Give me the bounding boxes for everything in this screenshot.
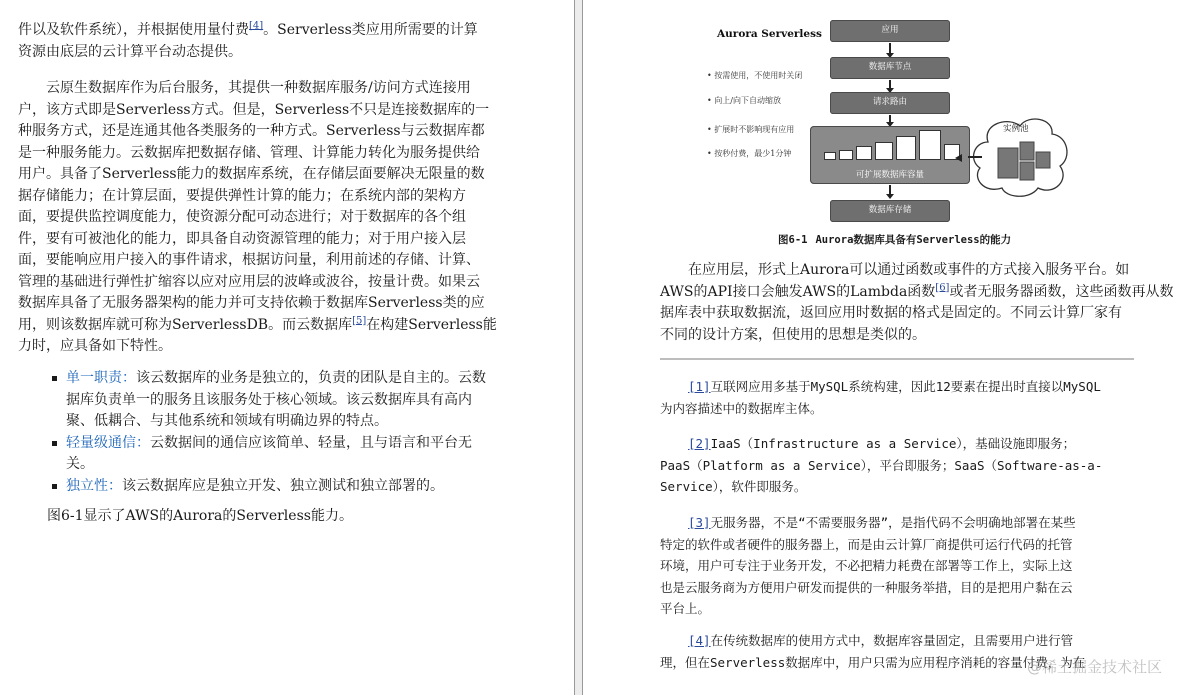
text-line: 也是云服务商为方便用户研发而提供的一种服务举措，目的是把用户黏在云 — [660, 579, 1073, 595]
text-line: PaaS（Platform as a Service），平台即服务；SaaS（Software-as-a- — [660, 457, 1103, 473]
footnote — [660, 376, 1140, 419]
text-line: 云原生数据库作为后台服务，其提供一种数据库服务/访问方式连接用 — [46, 80, 471, 96]
text-span: 件以及软件系统），并根据使用量付费 — [18, 22, 249, 38]
page-gutter — [574, 0, 583, 695]
footnote — [660, 512, 1140, 620]
arrow-left — [955, 154, 962, 162]
paragraph-application-layer — [660, 260, 1174, 346]
bullet-line — [66, 476, 490, 498]
bullet-line — [66, 411, 490, 433]
figure-bullet: • 向上/向下自动缩放 — [707, 95, 781, 106]
instance-pool-label: 实例池 — [1003, 124, 1029, 134]
text-line: 种服务方式，还是连通其他各类服务的一种方式。Serverless与云数据库都 — [18, 123, 485, 139]
text-line — [660, 630, 1140, 652]
app-box: 应用 — [830, 20, 950, 42]
capacity-box — [810, 126, 970, 184]
footnote — [660, 433, 1140, 498]
arrow-down — [889, 43, 891, 56]
capacity-bar — [824, 152, 836, 160]
footnote-ref-5[interactable]: [5] — [352, 314, 367, 326]
text-line: 管理的基础进行弹性扩缩容以应对应用层的波峰或波谷，按量计费。如果云 — [18, 273, 480, 290]
text-span: IaaS（Infrastructure as a Service），基础设施即服务； — [710, 436, 1076, 451]
text-span: 或者无服务器函数，这些函数再从数 — [949, 283, 1174, 300]
text-span: 该云数据库应是独立开发、独立测试和独立部署的。 — [122, 477, 444, 494]
text-line: 面，要能响应用户接入的事件请求，根据访问量，利用前述的存储、计算、 — [18, 252, 480, 268]
capacity-bar — [839, 150, 853, 160]
capacity-bar — [875, 142, 893, 160]
db-node-box: 数据库节点 — [830, 57, 950, 79]
text-span: 关。 — [66, 456, 94, 472]
text-span: 聚、低耦合、与其他系统和领域有明确边界的特点。 — [66, 413, 388, 429]
text-span: 该云数据库的业务是独立的，负责的团队是自主的。云数 — [136, 370, 486, 386]
footnote-separator — [660, 358, 1134, 360]
router-box: 请求路由 — [830, 92, 950, 114]
caption-text: Aurora数据库具备有Serverless的能力 — [815, 234, 1012, 246]
text-span: 在传统数据库的使用方式中，数据库容量固定，且需要用户进行管 — [710, 633, 1074, 648]
text-line: 图6-1显示了AWS的Aurora的Serverless能力。 — [47, 508, 353, 524]
left-page — [0, 0, 574, 695]
text-span: 据库负责单一的服务且该服务处于核心领域。该云数据库具有高内 — [66, 391, 472, 408]
text-line: 力时，应具备如下特性。 — [18, 338, 172, 354]
text-line — [660, 512, 1140, 534]
text-line: 为内容描述中的数据库主体。 — [660, 400, 823, 416]
text-line — [18, 315, 497, 337]
figure-title: Aurora Serverless — [717, 28, 822, 40]
bullet-icon — [52, 376, 57, 381]
paragraph-figure-ref — [47, 506, 353, 528]
text-span: 云数据间的通信应该简单、轻量，且与语言和平台无 — [150, 434, 472, 451]
watermark: @稀土掘金技术社区 — [1026, 658, 1162, 676]
figure-bullet: • 按需使用，不使用时关闭 — [707, 70, 802, 81]
footnote-number-link[interactable]: [2] — [688, 436, 711, 451]
storage-box: 数据库存储 — [830, 200, 950, 222]
text-line: 是一种服务能力。云数据库把数据存储、管理、计算能力转化为服务提供给 — [18, 144, 480, 161]
text-line: 环境，用户可专注于业务开发，不必把精力耗费在部署等工作上，实际上这 — [660, 558, 1073, 573]
text-span: 无服务器，不是“不需要服务器”，是指代码不会明确地部署在某些 — [710, 515, 1076, 530]
arrow-down — [889, 115, 891, 125]
figure-bullet: • 按秒付费，最少1分钟 — [707, 148, 791, 159]
bullet-line — [66, 454, 490, 476]
text-line: 理，但在Serverless数据库中，用户只需为应用程序消耗的容量付费，为在 — [660, 654, 1086, 670]
right-page — [583, 0, 1182, 695]
bullet-line — [66, 368, 490, 390]
figure-aurora-serverless — [703, 14, 1182, 246]
capacity-bar — [856, 146, 872, 160]
text-span: 在构建Serverless能 — [366, 316, 497, 333]
footnote-number-link[interactable]: [3] — [688, 515, 711, 530]
text-span: 互联网应用多基于MySQL系统构建，因此12要素在提出时直接以MySQL — [710, 379, 1101, 394]
arrow-down — [889, 185, 891, 197]
text-line: 用户。具备了Serverless能力的数据库系统，在存储层面要解决无限量的数 — [18, 166, 485, 182]
bullet-icon — [52, 484, 57, 489]
text-line: 特定的软件或者硬件的服务器上，而是由云计算厂商提供可运行代码的托管 — [660, 536, 1073, 552]
caption-number: 图6-1 — [778, 234, 808, 246]
text-line: 在应用层，形式上Aurora可以通过函数或事件的方式接入服务平台。如 — [688, 262, 1130, 278]
feature-list-item — [50, 433, 490, 476]
feature-term: 独立性： — [66, 477, 122, 494]
text-line — [660, 376, 1140, 398]
text-line: 件，要有可被池化的能力，即具备自动资源管理的能力；对于用户接入层 — [18, 230, 466, 247]
text-span: AWS的API接口会触发AWS的Lambda函数 — [660, 283, 936, 300]
footnote-number-link[interactable]: [4] — [688, 633, 711, 648]
capacity-bar — [896, 136, 916, 160]
paragraph-intro — [18, 20, 478, 63]
feature-term: 轻量级通信： — [66, 434, 150, 451]
footnote-ref-6[interactable]: [6] — [935, 281, 950, 293]
text-line: 不同的设计方案，但使用的思想是类似的。 — [660, 326, 926, 343]
text-line: 据存储能力；在计算层面，要提供弹性计算的能力；在系统内部的架构方 — [18, 187, 466, 204]
capacity-bar — [919, 130, 941, 160]
text-span: 用，则该数据库就可称为ServerlessDB。而云数据库 — [18, 316, 353, 333]
text-line: 据库表中获取数据流，返回应用时数据的格式是固定的。不同云计算厂家有 — [660, 305, 1122, 321]
feature-list-item — [50, 368, 490, 433]
footnote-ref-4[interactable]: [4] — [249, 20, 264, 32]
feature-list-item — [50, 476, 490, 498]
text-line: Service），软件即服务。 — [660, 479, 807, 494]
paragraph-serverless — [18, 78, 497, 358]
figure-caption — [778, 232, 1011, 247]
footnote-number-link[interactable]: [1] — [688, 379, 711, 394]
text-line: 面，要提供监控调度能力，使资源分配可动态进行；对于数据库的各个组 — [18, 209, 466, 225]
text-span: 。Serverless类应用所需要的计算 — [263, 22, 478, 38]
text-line: 平台上。 — [660, 601, 711, 616]
text-line: 资源由底层的云计算平台动态提供。 — [18, 43, 242, 60]
feature-term: 单一职责： — [66, 370, 136, 386]
text-line: 数据库具备了无服务器架构的能力并可支持依赖于数据库Serverless类的应 — [18, 295, 485, 311]
text-line: 户，该方式即是Serverless方式。但是，Serverless不只是连接数据库的一 — [18, 101, 490, 118]
bullet-line — [66, 390, 490, 412]
bullet-icon — [52, 441, 57, 446]
bullet-line — [66, 433, 490, 455]
arrow-down — [889, 80, 891, 91]
text-line — [660, 433, 1140, 455]
feature-list — [50, 368, 490, 497]
capacity-label: 可扩展数据库容量 — [855, 170, 924, 180]
figure-bullet: • 扩展时不影响现有应用 — [707, 124, 794, 135]
